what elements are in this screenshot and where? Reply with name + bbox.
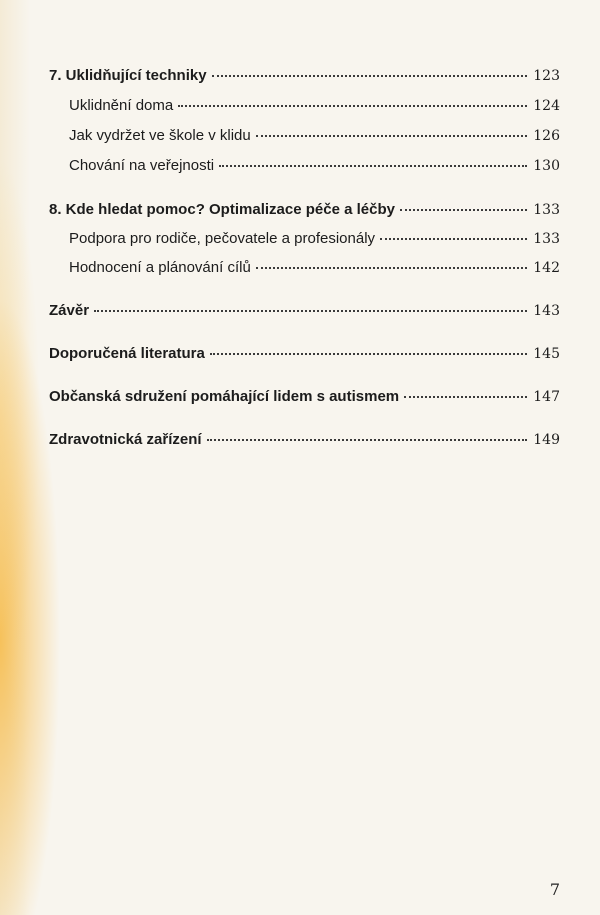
toc-entry-page: 130 xyxy=(533,158,560,174)
dot-leader xyxy=(256,267,527,269)
dot-leader xyxy=(404,396,527,398)
toc-entry-page: 149 xyxy=(533,432,560,448)
toc-entry-zaver xyxy=(49,301,560,321)
toc-entry-page: 133 xyxy=(533,231,560,247)
dot-leader xyxy=(212,75,528,77)
toc-entry-sdruzeni xyxy=(49,387,560,407)
toc-entry-literatura xyxy=(49,344,560,364)
dot-leader xyxy=(219,165,527,167)
toc-entry-skola xyxy=(69,126,560,146)
toc-entry-verejnost xyxy=(69,156,560,176)
toc-entry-zdravotnicka xyxy=(49,430,560,450)
toc-entry-label: Občanská sdružení pomáhající lidem s autismem xyxy=(49,388,400,405)
toc-entry-label: Uklidnění doma xyxy=(69,97,174,114)
toc-entry-label: Hodnocení a plánování cílů xyxy=(69,259,251,276)
toc-entry-page: 123 xyxy=(533,68,560,84)
toc-entry-podpora xyxy=(69,229,560,249)
page-number: 7 xyxy=(549,880,560,899)
toc-entry-page: 143 xyxy=(533,303,560,319)
toc-entry-uklidneni-doma xyxy=(69,96,560,116)
dot-leader xyxy=(178,105,527,107)
dot-leader xyxy=(380,238,527,240)
toc-entry-page: 145 xyxy=(533,346,560,362)
dot-leader xyxy=(256,135,528,137)
toc-entry-label: Doporučená literatura xyxy=(49,345,205,362)
toc-entry-label: Jak vydržet ve škole v klidu xyxy=(69,127,251,144)
toc-entry-label: 8. Kde hledat pomoc? Optimalizace péče a léčby xyxy=(49,201,395,218)
dot-leader xyxy=(207,439,528,441)
toc-entry-page: 126 xyxy=(533,128,560,144)
toc-entry-page: 124 xyxy=(533,98,560,114)
toc-entry-label: Zdravotnická zařízení xyxy=(49,431,202,448)
toc-entry-chapter-7 xyxy=(49,66,560,86)
toc-entry-label: Podpora pro rodiče, pečovatele a profesionály xyxy=(69,230,376,247)
toc-entry-page: 147 xyxy=(533,389,560,405)
toc-entry-hodnoceni xyxy=(69,258,560,278)
toc-entry-page: 133 xyxy=(533,202,560,218)
toc-entry-chapter-8 xyxy=(49,200,560,220)
toc-entry-label: Chování na veřejnosti xyxy=(69,157,215,174)
toc-entry-label: 7. Uklidňující techniky xyxy=(49,67,207,84)
toc-entry-label: Závěr xyxy=(49,302,90,319)
dot-leader xyxy=(210,353,527,355)
toc-entry-page: 142 xyxy=(533,260,560,276)
dot-leader xyxy=(94,310,527,312)
dot-leader xyxy=(400,209,527,211)
